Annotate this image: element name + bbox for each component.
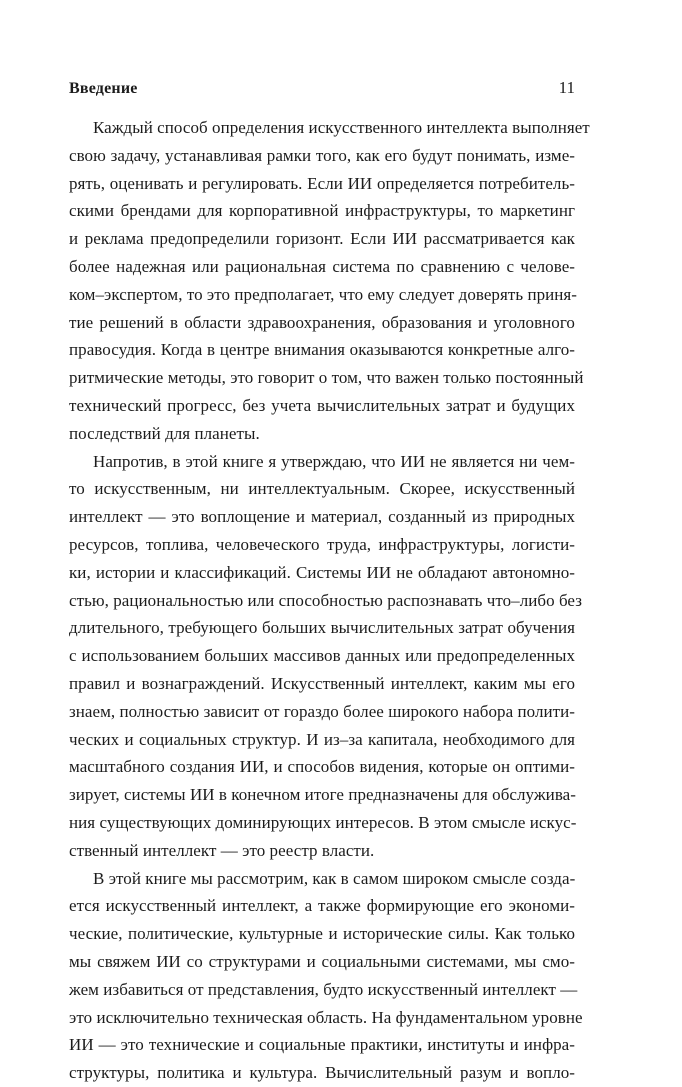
section-title: Введение <box>69 80 138 97</box>
text-line: свою задачу, устанавливая рамки того, как его будут понимать, изме- <box>69 145 575 165</box>
text-line: тие решений в области здравоохранения, образования и уголовного <box>69 312 575 332</box>
page-number: 11 <box>558 78 575 97</box>
text-line: структуры, политика и культура. Вычислительный разум и вопло- <box>69 1063 575 1083</box>
text-line: правил и вознаграждений. Искусственный интеллект, каким мы его <box>69 673 575 693</box>
text-line: масштабного создания ИИ, и способов видения, которые он оптими- <box>69 757 575 777</box>
body-text <box>69 114 590 1087</box>
text-line: и реклама предопределили горизонт. Если ИИ рассматривается как <box>69 229 575 249</box>
text-line: зирует, системы ИИ в конечном итоге предназначены для обслужива- <box>69 785 576 805</box>
text-line: ческие, политические, культурные и исторические силы. Как только <box>69 924 575 944</box>
text-line: с использованием больших массивов данных или предопределенных <box>69 646 575 666</box>
text-line: жем избавиться от представления, будто искусственный интеллект — <box>69 979 578 999</box>
text-line: последствий для планеты. <box>69 423 260 443</box>
text-line: В этой книге мы рассмотрим, как в самом широком смысле созда- <box>93 868 576 888</box>
text-line: ритмические методы, это говорит о том, что важен только постоянный <box>69 368 584 388</box>
text-line: Каждый способ определения искусственного интеллекта выполняет <box>93 118 590 137</box>
text-line: интеллект — это воплощение и материал, созданный из природных <box>69 507 575 527</box>
text-line: рять, оценивать и регулировать. Если ИИ определяется потребитель- <box>69 173 575 193</box>
text-line: стью, рациональностью или способностью распознавать что–либо без <box>69 590 582 610</box>
text-line: ки, истории и классификаций. Системы ИИ не обладают автономно- <box>69 562 575 582</box>
text-line: ИИ — это технические и социальные практики, институты и инфра- <box>69 1035 575 1055</box>
text-line: ственный интеллект — это реестр власти. <box>69 840 375 860</box>
text-line: Напротив, в этой книге я утверждаю, что ИИ не является ни чем- <box>93 451 575 471</box>
text-line: знаем, полностью зависит от гораздо более широкого набора полити- <box>69 701 575 721</box>
text-line: ресурсов, топлива, человеческого труда, инфраструктуры, логисти- <box>69 534 575 554</box>
text-line: ком–экспертом, то это предполагает, что ему следует доверять приня- <box>69 284 578 304</box>
text-line: технический прогресс, без учета вычислительных затрат и будущих <box>69 395 575 415</box>
text-line: ческих и социальных структур. И из–за капитала, необходимого для <box>69 729 575 749</box>
text-line: то искусственным, ни интеллектуальным. Скорее, искусственный <box>69 479 575 499</box>
text-line: ется искусственный интеллект, а также формирующие его экономи- <box>69 896 575 916</box>
text-line: скими брендами для корпоративной инфраструктуры, то маркетинг <box>69 201 575 221</box>
text-line: ния существующих доминирующих интересов. В этом смысле искус- <box>69 812 577 832</box>
text-line: это исключительно техническая область. На фундаментальном уровне <box>69 1007 583 1027</box>
text-line: правосудия. Когда в центре внимания оказываются конкретные алго- <box>69 340 575 360</box>
text-line: длительного, требующего больших вычислительных затрат обучения <box>69 618 575 638</box>
text-line: мы свяжем ИИ со структурами и социальными системами, мы смо- <box>69 951 575 971</box>
text-line: более надежная или рациональная система по сравнению с челове- <box>69 256 575 276</box>
running-head <box>69 78 575 98</box>
